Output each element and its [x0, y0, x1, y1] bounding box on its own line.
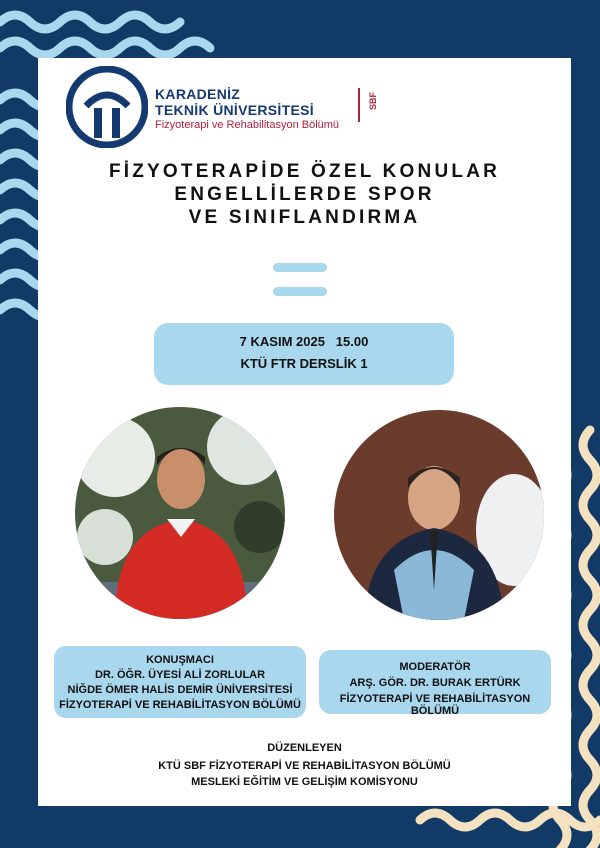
speaker-affiliation-1: NİĞDE ÖMER HALİS DEMİR ÜNİVERSİTESİ	[67, 684, 293, 696]
header-divider	[358, 88, 360, 122]
organizer-label: DÜZENLEYEN	[267, 742, 342, 754]
university-name-line2: TEKNİK ÜNİVERSİTESİ	[155, 102, 314, 118]
title-line2: ENGELLİLERDE SPOR	[174, 184, 435, 205]
organizer-line2: MESLEKİ EĞİTİM VE GELİŞİM KOMİSYONU	[191, 776, 418, 788]
moderator-info-box	[319, 650, 551, 717]
equals-divider-bottom	[273, 287, 327, 296]
speaker-photo	[75, 407, 285, 619]
event-info-box	[154, 323, 454, 385]
title-line3: VE SINIFLANDIRMA	[188, 207, 421, 228]
moderator-affiliation: FİZYOTERAPİ VE REHABİLİTASYON BÖLÜMÜ	[339, 693, 531, 717]
speaker-info-box	[54, 646, 306, 718]
event-date-time: 7 KASIM 2025 15.00	[239, 334, 369, 349]
department-name: Fizyoterapi ve Rehabilitasyon Bölümü	[155, 119, 340, 131]
university-logo-icon	[66, 66, 148, 148]
poster-card	[38, 58, 571, 806]
organizer-line1: KTÜ SBF FİZYOTERAPİ VE REHABİLİTASYON BÖLÜMÜ	[158, 760, 451, 772]
university-name-line1: KARADENİZ	[155, 86, 241, 102]
speaker-affiliation-2: FİZYOTERAPİ VE REHABİLİTASYON BÖLÜMÜ	[59, 699, 301, 711]
moderator-photo	[334, 410, 544, 620]
moderator-role: MODERATÖR	[399, 661, 471, 673]
speaker-name: DR. ÖĞR. ÜYESİ ALİ ZORLULAR	[94, 669, 266, 681]
title-line1: FİZYOTERAPİDE ÖZEL KONULAR	[108, 161, 501, 182]
moderator-name: ARŞ. GÖR. DR. BURAK ERTÜRK	[349, 677, 521, 689]
faculty-tag: SBF	[368, 92, 378, 110]
speaker-role: KONUŞMACI	[146, 654, 214, 666]
event-location: KTÜ FTR DERSLİK 1	[240, 356, 368, 371]
equals-divider-top	[273, 263, 327, 272]
